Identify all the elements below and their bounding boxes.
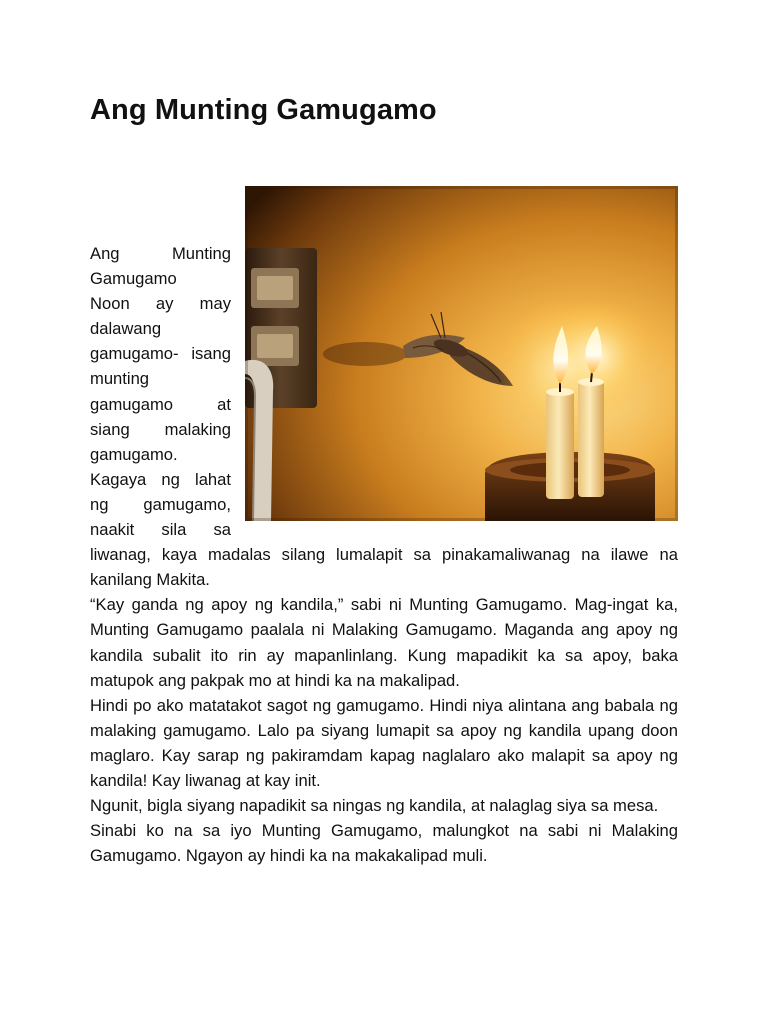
- story-subtitle: Ang Munting Gamugamo: [90, 244, 231, 289]
- story-paragraph: Ngunit, bigla siyang napadikit sa ningas ng kandila, at nalaglag siya sa mesa.: [90, 796, 659, 816]
- story-body: [90, 241, 678, 868]
- story-paragraph: Sinabi ko na sa iyo Munting Gamugamo, malungkot na sabi ni Malaking Gamugamo. Ngayon ay hindi ka na makakalipad muli.: [90, 821, 678, 866]
- moth-candle-photo-icon: [245, 186, 678, 521]
- page-title: Ang Munting Gamugamo: [90, 94, 437, 126]
- story-paragraph: Hindi po ako matatakot sagot ng gamugamo. Hindi niya alintana ang babala ng malaking gamugamo. Lalo pa siyang lumapit sa apoy ng kandila upang doon maglaro. Kay sarap ng pakiramdam kapag naglalaro ako malapit sa apoy ng kandila! Kay liwanag at kay init.: [90, 695, 678, 790]
- story-paragraph: “Kay ganda ng apoy ng kandila,” sabi ni Munting Gamugamo. Mag-ingat ka, Munting Gamugamo paalala ni Malaking Gamugamo. Maganda ang apoy ng kandila subalit ito rin ay mapanlinlang. Kung mapadikit ka sa apoy, baka matupok ang pakpak mo at hindi ka na makalipad.: [90, 595, 678, 690]
- story-paragraph: Noon ay may dalawang gamugamo- isang munting gamugamo at siang malaking gamugamo. Kagaya ng lahat ng gamugamo, naakit sila sa liwanag, kaya madalas silang lumalapit sa pinakamaliwanag na ilawe na kanilang Makita.: [90, 294, 678, 590]
- moth-candle-photo: [245, 186, 678, 521]
